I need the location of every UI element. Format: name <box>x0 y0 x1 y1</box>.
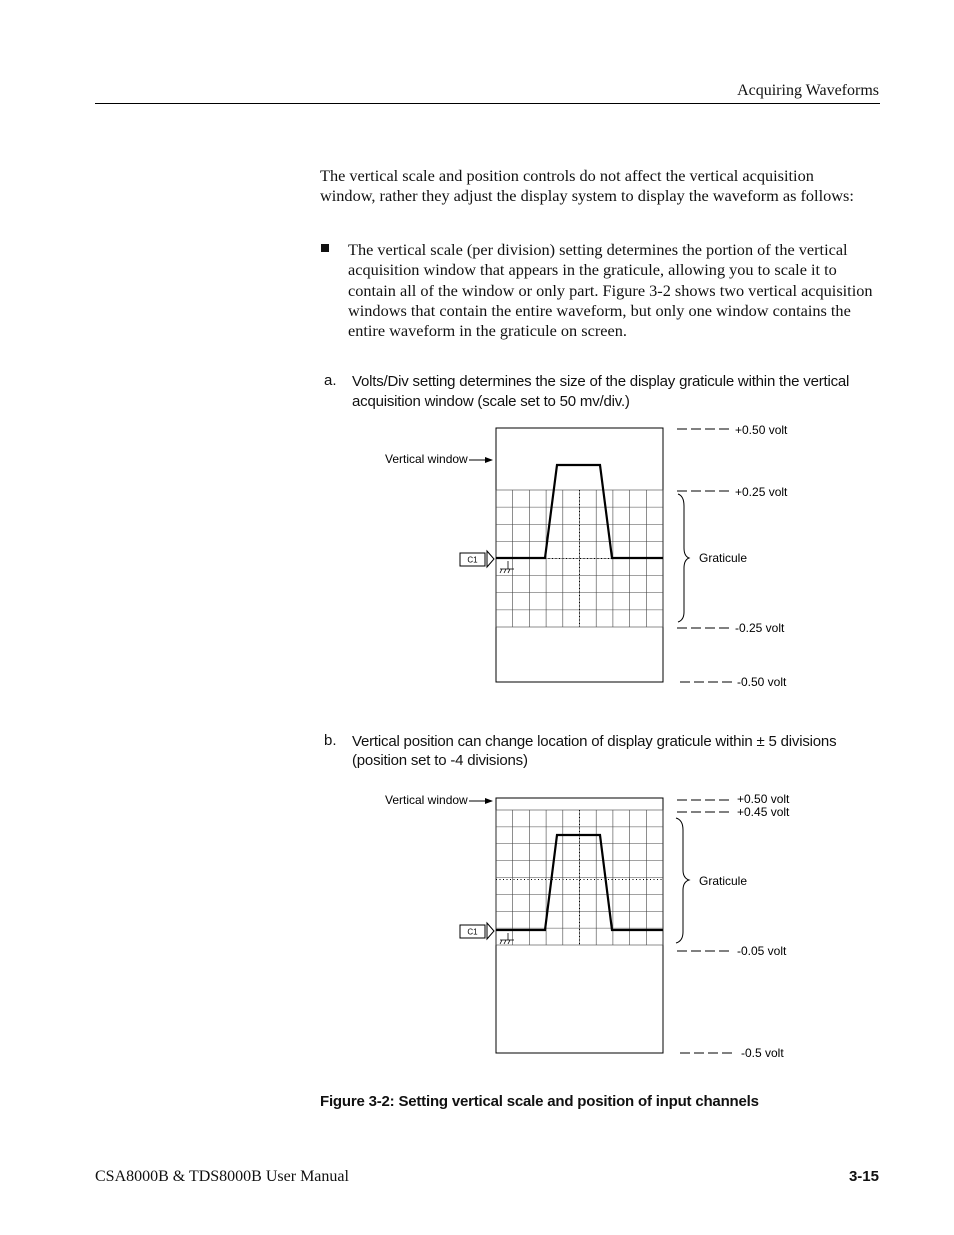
panel-b-level-graticule-top: +0.45 volt <box>737 805 790 819</box>
panel-a-caption-line1: Volts/Div setting determines the size of the display graticule within the vertical <box>352 373 850 390</box>
figure-caption: Figure 3-2: Setting vertical scale and position of input channels <box>320 1093 759 1110</box>
panel-b-caption-line2: (position set to -4 divisions) <box>352 752 528 769</box>
panel-a-level-top: +0.50 volt <box>735 423 788 437</box>
panel-a-level-graticule-bottom: -0.25 volt <box>735 621 785 635</box>
bullet-paragraph: The vertical scale (per division) setting determines the portion of the vertical acquisition window that appears in the graticule, allowing you to scale it to contain all of the window or only part. Figure 3-2 shows two vertical acquisition windows that contain the entire waveform, but only one window contains the entire waveform in the graticule on screen. <box>348 240 873 341</box>
panel-a-ground-icon <box>500 561 514 573</box>
panel-b-brace <box>676 818 689 943</box>
section-title: Acquiring Waveforms <box>737 82 879 99</box>
panel-a-caption-line2: acquisition window (scale set to 50 mv/div.) <box>352 393 630 410</box>
footer-manual-title: CSA8000B & TDS8000B User Manual <box>95 1168 349 1185</box>
panel-b-diagram <box>385 792 790 1060</box>
panel-a-level-graticule-top: +0.25 volt <box>735 485 788 499</box>
panel-b-ground-icon <box>500 933 514 944</box>
panel-a-graticule-label: Graticule <box>699 551 748 565</box>
panel-a-channel-pointer-icon <box>487 551 494 567</box>
panel-b-graticule-label: Graticule <box>699 874 748 888</box>
panel-b-level-top: +0.50 volt <box>737 792 790 806</box>
panel-a-brace <box>678 494 689 622</box>
panel-a-level-bottom: -0.50 volt <box>737 675 787 689</box>
panel-b-window-label: Vertical window <box>385 793 468 807</box>
panel-a-window-label: Vertical window <box>385 452 468 466</box>
panel-b-caption-line1: Vertical position can change location of display graticule within ± 5 divisions <box>352 733 837 750</box>
panel-b-channel-pointer-icon <box>487 923 494 939</box>
panel-a-diagram <box>385 423 788 689</box>
intro-paragraph: The vertical scale and position controls do not affect the vertical acquisition window, rather they adjust the display system to display the waveform as follows: <box>320 166 854 206</box>
panel-a-letter: a. <box>324 372 337 389</box>
footer-page-number: 3-15 <box>848 1168 879 1185</box>
panel-b-channel-label: C1 <box>467 927 478 937</box>
panel-b-level-graticule-bottom: -0.05 volt <box>737 944 787 958</box>
panel-b-level-bottom: -0.5 volt <box>741 1046 784 1060</box>
panel-a-channel-label: C1 <box>467 555 478 565</box>
panel-b-letter: b. <box>324 732 337 749</box>
